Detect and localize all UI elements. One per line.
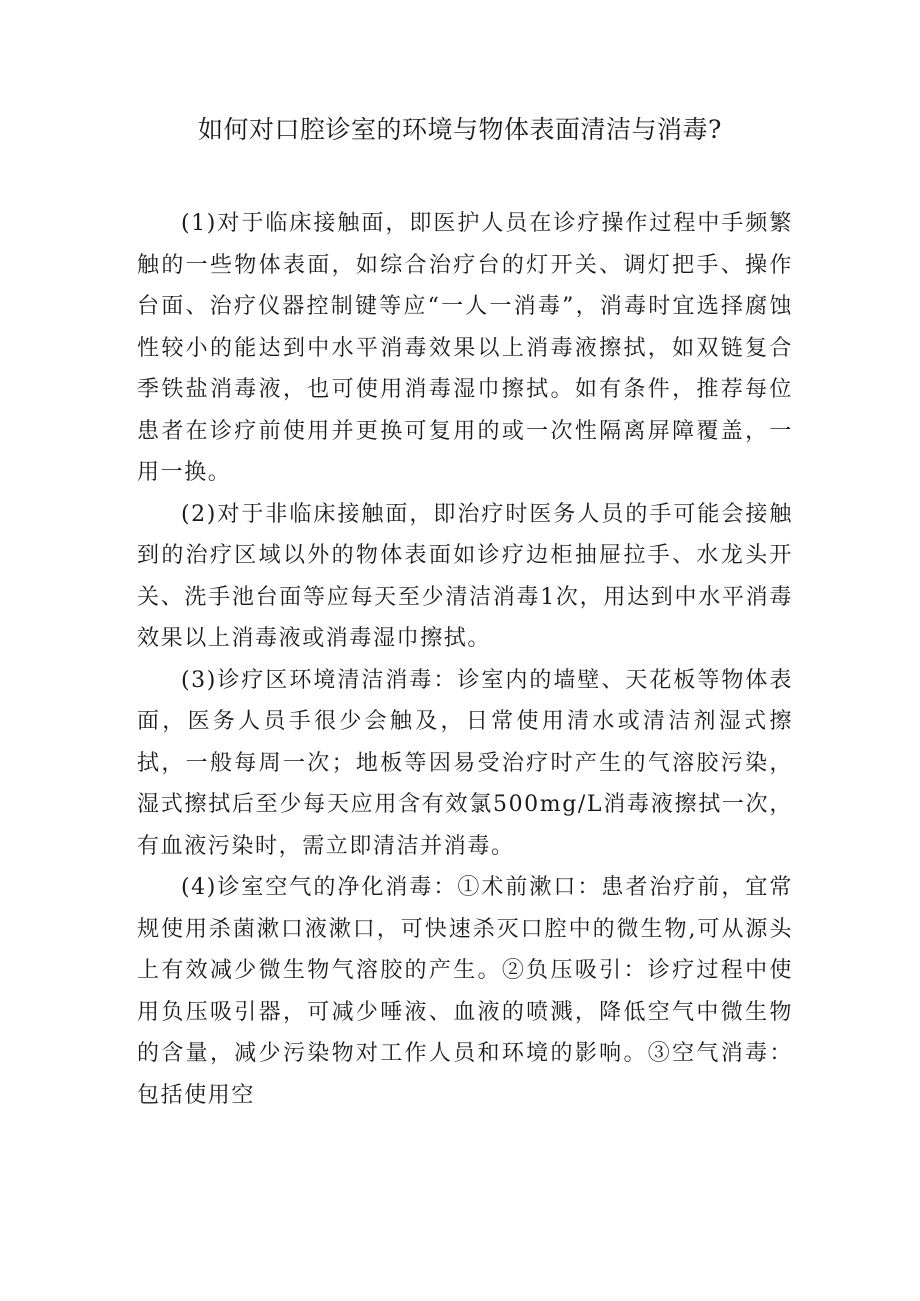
- document-body: [137, 203, 793, 1116]
- paragraph-non-clinical-contact-surfaces: (2)对于非临床接触面，即治疗时医务人员的手可能会接触到的治疗区域以外的物体表面如诊疗边柜抽屉拉手、水龙头开关、洗手池台面等应每天至少清洁消毒1次，用达到中水平消毒效果以上消毒液或消毒湿巾擦拭。: [137, 501, 793, 651]
- paragraph-clinical-contact-surfaces: (1)对于临床接触面，即医护人员在诊疗操作过程中手频繁触的一些物体表面，如综合治疗台的灯开关、调灯把手、操作台面、治疗仪器控制键等应“一人一消毒”，消毒时宜选择腐蚀性较小的能达到中水平消毒效果以上消毒液擦拭，如双链复合季铁盐消毒液，也可使用消毒湿巾擦拭。如有条件，推荐每位患者在诊疗前使用并更换可复用的或一次性隔离屏障覆盖，一用一换。: [137, 211, 793, 485]
- paragraph-air-purification: (4)诊室空气的净化消毒：①术前漱口：患者治疗前，宜常规使用杀菌漱口液漱口，可快速杀灭口腔中的微生物,可从源头上有效减少微生物气溶胶的产生。②负压吸引：诊疗过程中使用负压吸引器，可减少唾液、血液的喷溅，降低空气中微生物的含量，减少污染物对工作人员和环境的影响。③空气消毒：包括使用空: [137, 875, 793, 1108]
- paragraph-treatment-area-environment: (3)诊疗区环境清洁消毒：诊室内的墙壁、天花板等物体表面，医务人员手很少会触及，日常使用清水或清洁剂湿式擦拭，一般每周一次；地板等因易受治疗时产生的气溶胶污染，湿式擦拭后至少每天应用含有效氯500mg/L消毒液擦拭一次，有血液污染时，需立即清洁并消毒。: [137, 667, 793, 859]
- page-title: 如何对口腔诊室的环境与物体表面清洁与消毒?: [198, 115, 722, 144]
